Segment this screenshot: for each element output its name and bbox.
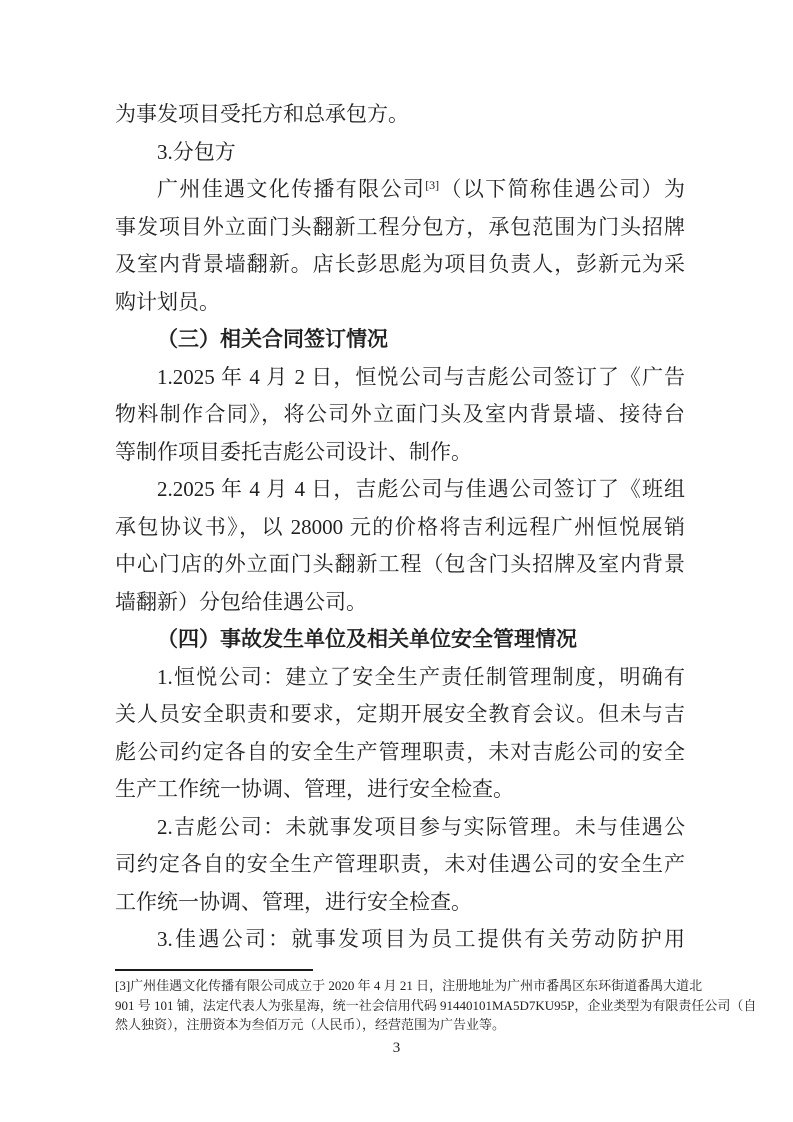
footnote-ref-3: [3] xyxy=(425,178,440,192)
body-line: 墙翻新）分包给佳遇公司。 xyxy=(115,589,367,614)
body-line-text: 广州佳遇文化传播有限公司 xyxy=(157,177,426,201)
footnote-line: 然人独资），注册资本为叁佰万元（人民币），经营范围为广告业等。 xyxy=(115,1017,506,1032)
body-line: 及室内背景墙翻新。店长彭思彪为项目负责人，彭新元为采 xyxy=(115,252,685,276)
body-line: 为事发项目受托方和总承包方。 xyxy=(115,102,409,126)
body-line: 司约定各自的安全生产管理职责，未对佳遇公司的安全生产 xyxy=(115,852,685,876)
body-line: 承包协议书》，以 28000 元的价格将吉利远程广州恒悦展销 xyxy=(115,514,685,539)
body-line: 生产工作统一协调、管理，进行安全检查。 xyxy=(115,777,514,801)
body-line-text: （以下简称佳遇公司）为 xyxy=(439,177,686,201)
footnote-line: [3]广州佳遇文化传播有限公司成立于 2020 年 4 月 21 日，注册地址为广州市番禺区东环街道番禺大道北 xyxy=(115,978,703,993)
body-line: 物料制作合同》，将公司外立面门头及室内背景墙、接待台 xyxy=(115,402,685,426)
section-heading-3: （三）相关合同签订情况 xyxy=(157,327,388,351)
footnote-line: 901 号 101 铺，法定代表人为张星海，统一社会信用代码 91440101MA5D7KU95P，企业类型为有限责任公司（自 xyxy=(115,997,757,1013)
body-line: 3.分包方 xyxy=(157,139,236,164)
footnote-divider xyxy=(115,969,313,971)
body-line: 1.恒悦公司：建立了安全生产责任制管理制度，明确有 xyxy=(157,664,685,689)
body-line: 等制作项目委托吉彪公司设计、制作。 xyxy=(115,439,472,464)
body-line: 1.2025 年 4 月 2 日，恒悦公司与吉彪公司签订了《广告 xyxy=(157,364,685,389)
body-line: 中心门店的外立面门头翻新工程（包含门头招牌及室内背景 xyxy=(115,552,685,576)
body-line: 关人员安全职责和要求，定期开展安全教育会议。但未与吉 xyxy=(115,702,685,726)
section-heading-4: （四）事故发生单位及相关单位安全管理情况 xyxy=(157,627,577,651)
body-line: 工作统一协调、管理，进行安全检查。 xyxy=(115,889,472,914)
body-line: 彪公司约定各自的安全生产管理职责，未对吉彪公司的安全 xyxy=(115,739,685,764)
body-line: 2.2025 年 4 月 4 日，吉彪公司与佳遇公司签订了《班组 xyxy=(157,477,685,501)
body-line: 3.佳遇公司：就事发项目为员工提供有关劳动防护用 xyxy=(157,927,685,951)
body-line: 购计划员。 xyxy=(115,289,220,314)
body-line-with-footnote-ref xyxy=(115,171,685,209)
body-line: 2.吉彪公司：未就事发项目参与实际管理。未与佳遇公 xyxy=(157,814,685,839)
footnote xyxy=(115,976,757,1035)
body-line: 事发项目外立面门头翻新工程分包方，承包范围为门头招牌 xyxy=(115,214,685,239)
page-number: 3 xyxy=(392,1040,401,1056)
document-body xyxy=(115,96,685,959)
